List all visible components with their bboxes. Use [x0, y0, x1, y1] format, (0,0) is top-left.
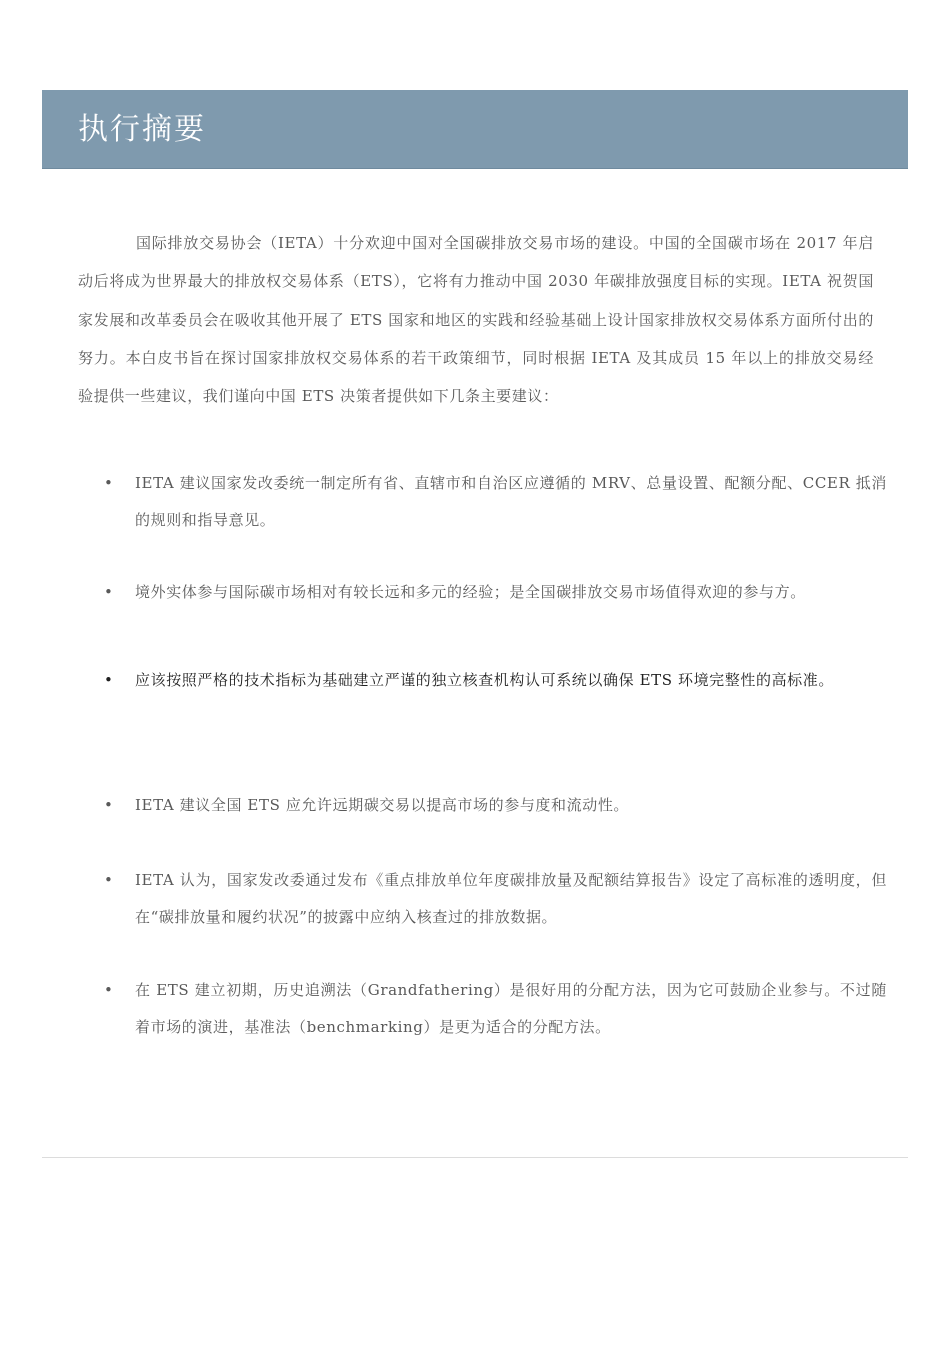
intro-paragraph: 国际排放交易协会（IETA）十分欢迎中国对全国碳排放交易市场的建设。中国的全国碳市场在 2017 年启动后将成为世界最大的排放权交易体系（ETS），它将有力推动中国 2030 年碳排放强度目标的实现。IETA 祝贺国家发展和改革委员会在吸收其他开展了 ETS 国家和地区的实践和经验基础上设计国家排放权交易体系方面所付出的努力。本白皮书旨在探讨国家排放权交易体系的若干政策细节，同时根据 IETA 及其成员 15 年以上的排放交易经验提供一些建议，我们谨向中国 ETS 决策者提供如下几条主要建议： — [78, 234, 874, 406]
bullet-dot-icon: • — [104, 583, 113, 601]
section-header-banner — [42, 90, 908, 169]
list-item-text: 应该按照严格的技术指标为基础建立严谨的独立核查机构认可系统以确保 ETS 环境完整性的高标准。 — [135, 671, 834, 689]
bullet-dot-icon: • — [104, 671, 113, 689]
footer-divider — [42, 1157, 908, 1158]
bullet-dot-icon: • — [104, 871, 113, 889]
bullet-dot-icon: • — [104, 474, 113, 492]
list-item-text: IETA 建议国家发改委统一制定所有省、直辖市和自治区应遵循的 MRV、总量设置、配额分配、CCER 抵消的规则和指导意见。 — [135, 474, 887, 529]
list-item-text: 境外实体参与国际碳市场相对有较长远和多元的经验；是全国碳排放交易市场值得欢迎的参与方。 — [135, 583, 806, 601]
section-title: 执行摘要 — [78, 112, 206, 147]
list-item-text: IETA 认为，国家发改委通过发布《重点排放单位年度碳排放量及配额结算报告》设定了高标准的透明度，但在“碳排放量和履约状况”的披露中应纳入核查过的排放数据。 — [135, 871, 887, 926]
bullet-dot-icon: • — [104, 981, 113, 999]
list-item-text: IETA 建议全国 ETS 应允许远期碳交易以提高市场的参与度和流动性。 — [135, 796, 630, 814]
list-item-text: 在 ETS 建立初期，历史追溯法（Grandfathering）是很好用的分配方法，因为它可鼓励企业参与。不过随着市场的演进，基准法（benchmarking）是更为适合的分配方法。 — [135, 981, 887, 1036]
bullet-dot-icon: • — [104, 796, 113, 814]
